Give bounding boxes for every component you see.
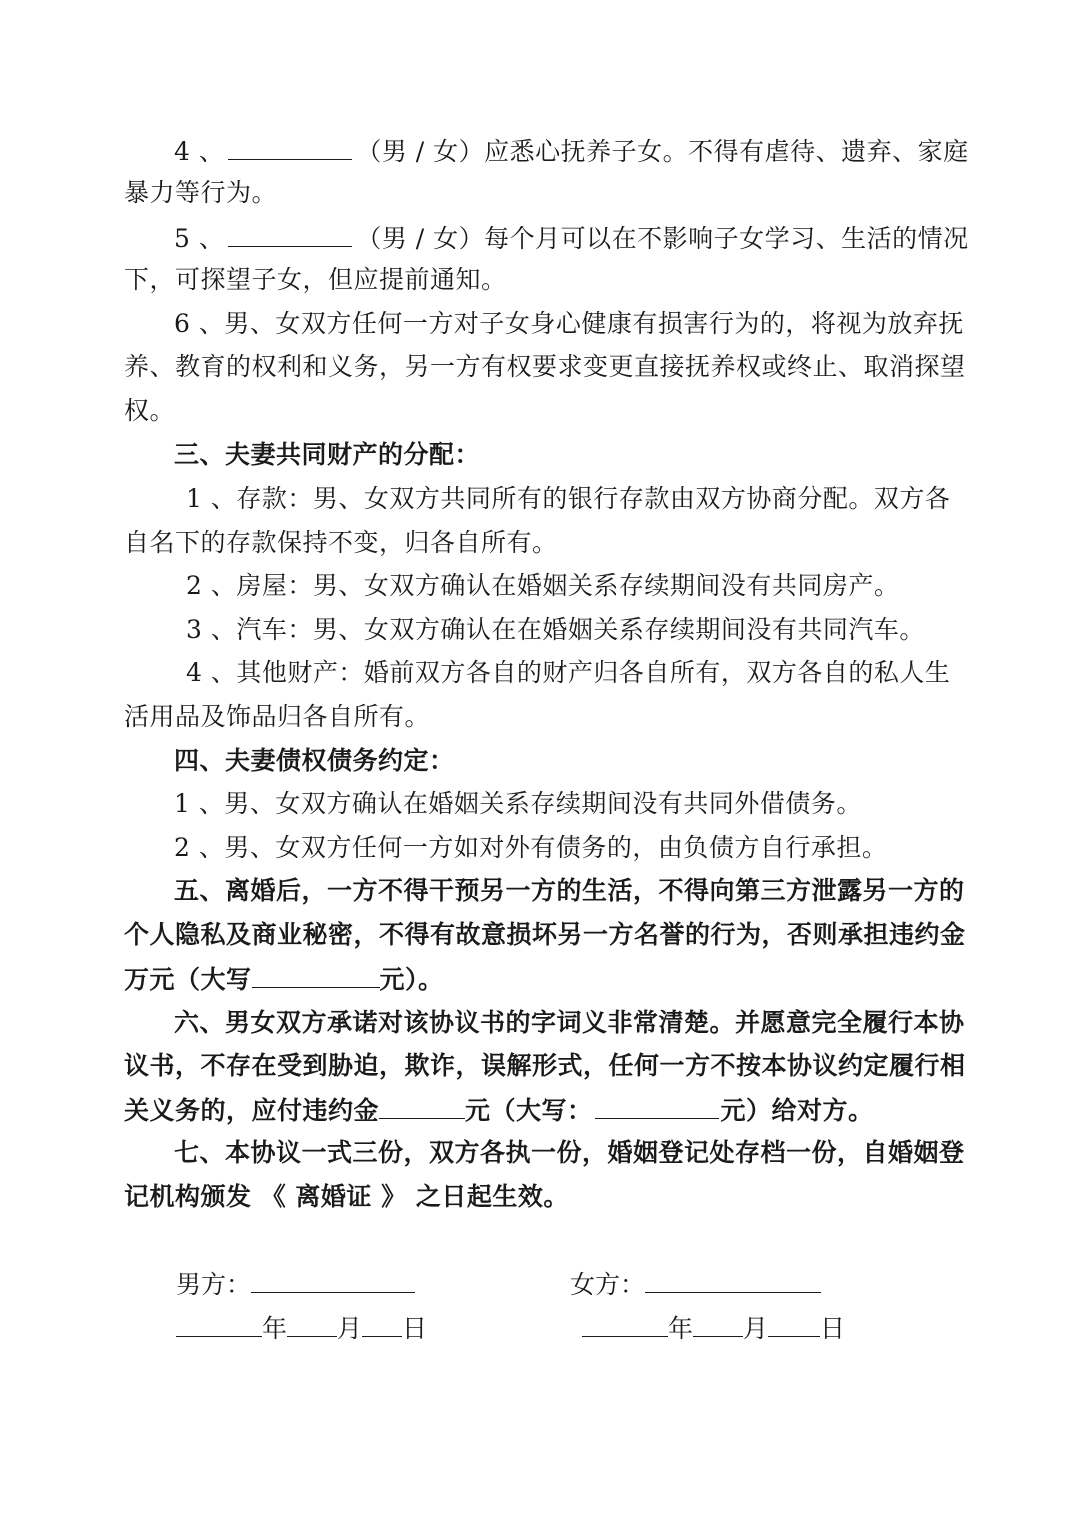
item4-line1 bbox=[124, 135, 969, 166]
section7-line1 bbox=[124, 1138, 965, 1168]
male-day-blank bbox=[362, 1312, 402, 1337]
female-year-label: 年 bbox=[668, 1314, 694, 1343]
male-label: 男方： bbox=[176, 1270, 252, 1299]
item4-text: （男 / 女）应悉心抚养子女。不得有虐待、遗弃、家庭 bbox=[356, 137, 969, 166]
item5-text: （男 / 女）每个月可以在不影响子女学习、生活的情况 bbox=[356, 224, 969, 253]
item6-line1 bbox=[124, 309, 964, 339]
section3-p4-text: 4 、其他财产：婚前双方各自的财产归各自所有，双方各自的私人生 bbox=[186, 658, 951, 687]
female-signature bbox=[570, 1268, 821, 1298]
male-signature bbox=[176, 1268, 415, 1298]
section6-amount-blank bbox=[379, 1094, 465, 1119]
section5-penalty-blank bbox=[252, 963, 380, 988]
section4-p2 bbox=[124, 833, 958, 863]
section6-text-1: 六、男女双方承诺对该协议书的字词义非常清楚。并愿意完全履行本协 bbox=[174, 1008, 965, 1037]
male-date bbox=[176, 1312, 427, 1342]
female-year-blank bbox=[582, 1312, 668, 1337]
section6-line3 bbox=[124, 1094, 958, 1124]
section3-title bbox=[124, 440, 958, 470]
section5-line1 bbox=[124, 876, 965, 906]
male-year-label: 年 bbox=[262, 1314, 288, 1343]
section4-p1-text: 1 、男、女双方确认在婚姻关系存续期间没有共同外借债务。 bbox=[174, 789, 862, 818]
item6-text-1: 6 、男、女双方任何一方对子女身心健康有损害行为的，将视为放弃抚 bbox=[174, 309, 964, 338]
item5-line1 bbox=[124, 222, 969, 253]
section3-p3-text: 3 、汽车：男、女双方确认在在婚姻关系存续期间没有共同汽车。 bbox=[186, 615, 925, 644]
section4-p1 bbox=[124, 789, 958, 819]
section5-text-3b: 元）。 bbox=[379, 965, 444, 994]
female-month-label: 月 bbox=[743, 1314, 769, 1343]
section6-line1 bbox=[124, 1008, 965, 1038]
section6-text-3b: 元（大写： bbox=[465, 1096, 593, 1125]
section5-line3 bbox=[124, 963, 958, 993]
male-month-blank bbox=[287, 1312, 337, 1337]
item4-blank bbox=[228, 135, 352, 160]
section3-p1-text: 1 、存款：男、女双方共同所有的银行存款由双方协商分配。双方各 bbox=[186, 484, 951, 513]
item5-blank bbox=[228, 222, 352, 247]
item6-line3: 权。 bbox=[124, 396, 176, 425]
section4-title-text: 四、夫妻债权债务约定： bbox=[174, 746, 455, 775]
female-month-blank bbox=[693, 1312, 743, 1337]
section3-p1-line1 bbox=[124, 484, 958, 514]
section6-uppercase-blank bbox=[595, 1094, 719, 1119]
section3-p4-line2: 活用品及饰品归各自所有。 bbox=[124, 702, 431, 731]
item4-line2: 暴力等行为。 bbox=[124, 178, 278, 207]
female-day-blank bbox=[768, 1312, 820, 1337]
female-label: 女方： bbox=[570, 1270, 646, 1299]
female-signature-line bbox=[645, 1268, 821, 1293]
section5-text-3a: 万元（大写 bbox=[124, 965, 252, 994]
item5-number: 5 、 bbox=[174, 224, 225, 253]
male-year-blank bbox=[176, 1312, 262, 1337]
female-date bbox=[582, 1312, 845, 1342]
section6-text-3a: 关义务的，应付违约金 bbox=[124, 1096, 380, 1125]
section3-p2 bbox=[124, 571, 958, 601]
section7-text-1: 七、本协议一式三份，双方各执一份，婚姻登记处存档一份，自婚姻登 bbox=[174, 1138, 965, 1167]
item6-line2: 养、教育的权利和义务，另一方有权要求变更直接抚养权或终止、取消探望 bbox=[124, 352, 966, 381]
section7-line2: 记机构颁发 《 离婚证 》 之日起生效。 bbox=[124, 1182, 569, 1211]
section3-p1-line2: 自名下的存款保持不变，归各自所有。 bbox=[124, 528, 558, 557]
section3-p2-text: 2 、房屋：男、女双方确认在婚姻关系存续期间没有共同房产。 bbox=[186, 571, 900, 600]
section3-title-text: 三、夫妻共同财产的分配： bbox=[174, 440, 481, 469]
female-day-label: 日 bbox=[820, 1314, 846, 1343]
section3-p3 bbox=[124, 615, 958, 645]
item4-number: 4 、 bbox=[174, 137, 225, 166]
male-signature-line bbox=[251, 1268, 415, 1293]
section4-p2-text: 2 、男、女双方任何一方如对外有债务的，由负债方自行承担。 bbox=[174, 833, 888, 862]
male-month-label: 月 bbox=[337, 1314, 363, 1343]
section6-line2: 议书，不存在受到胁迫，欺诈，误解形式，任何一方不按本协议约定履行相 bbox=[124, 1051, 966, 1080]
item5-line2: 下，可探望子女，但应提前通知。 bbox=[124, 265, 507, 294]
section4-title bbox=[124, 746, 958, 776]
male-day-label: 日 bbox=[402, 1314, 428, 1343]
section3-p4-line1 bbox=[124, 658, 958, 688]
section5-text-1: 五、离婚后，一方不得干预另一方的生活，不得向第三方泄露另一方的 bbox=[174, 876, 965, 905]
section6-text-3c: 元）给对方。 bbox=[720, 1096, 874, 1125]
section5-line2: 个人隐私及商业秘密，不得有故意损坏另一方名誉的行为，否则承担违约金 bbox=[124, 920, 966, 949]
